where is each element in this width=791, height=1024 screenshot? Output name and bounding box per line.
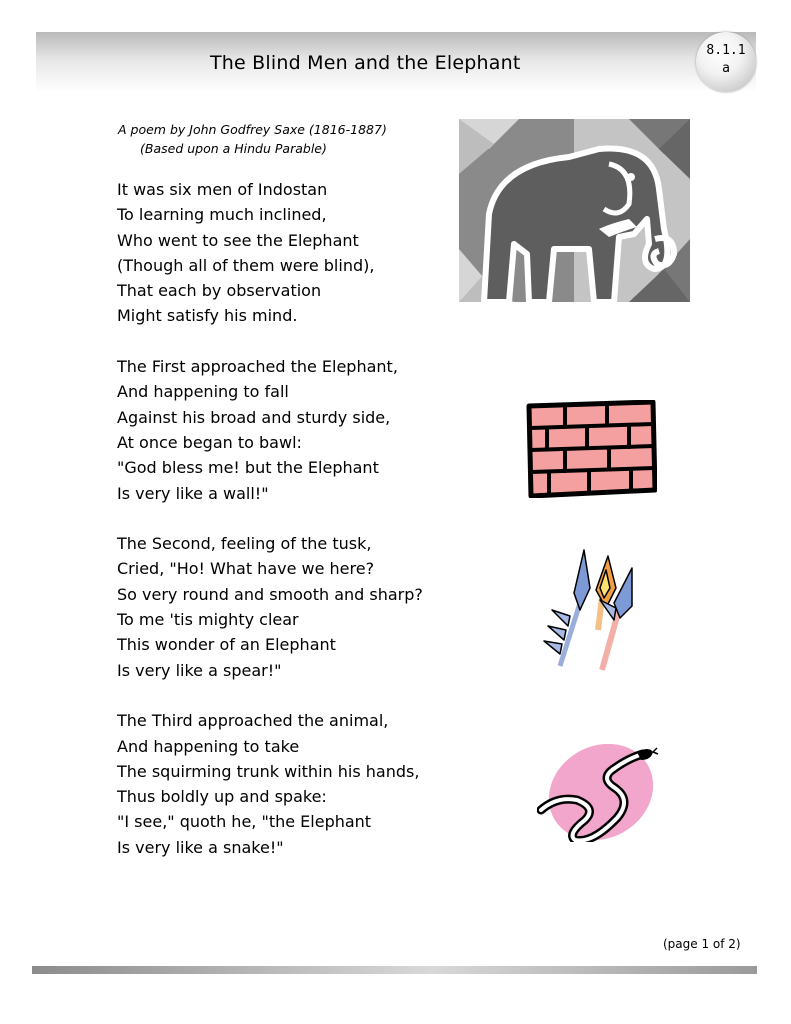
poem-line: Against his broad and sturdy side, <box>117 407 391 427</box>
poem-line: The First approached the Elephant, <box>117 357 398 377</box>
poem-line: To learning much inclined, <box>117 205 327 225</box>
stanza-2 <box>117 354 423 506</box>
poem-line: This wonder of an Elephant <box>117 635 336 655</box>
poem-attribution <box>118 120 387 158</box>
stanza-1 <box>117 177 423 329</box>
poem-line: To me 'tis mighty clear <box>117 610 299 630</box>
source-line: (Based upon a Hindu Parable) <box>140 141 327 156</box>
poem-line: Might satisfy his mind. <box>117 306 298 326</box>
page-indicator: (page 1 of 2) <box>663 937 741 951</box>
section-badge <box>696 32 756 92</box>
poem-line: Cried, "Ho! What have we here? <box>117 559 375 579</box>
poem-line: At once began to bawl: <box>117 432 302 452</box>
snake-icon <box>537 738 659 842</box>
poem-line: And happening to fall <box>117 382 289 402</box>
section-badge-number: 8.1.1 <box>706 43 746 58</box>
poem-line: "I see," quoth he, "the Elephant <box>117 812 372 832</box>
page-title: The Blind Men and the Elephant <box>210 52 521 74</box>
poem-line: That each by observation <box>117 281 322 301</box>
section-badge-letter: a <box>722 61 730 76</box>
poem-line: Thus boldly up and spake: <box>117 787 327 807</box>
poem-line: Is very like a snake!" <box>117 837 284 857</box>
poem-line: The squirming trunk within his hands, <box>117 761 420 781</box>
section-badge-text <box>696 42 756 78</box>
elephant-icon <box>459 119 690 302</box>
poem-line: Is very like a spear!" <box>117 660 282 680</box>
poem-line: (Though all of them were blind), <box>117 255 375 275</box>
poem-line: The Second, feeling of the tusk, <box>117 534 372 554</box>
poem-line: Is very like a wall!" <box>117 483 269 503</box>
poem-line: The Third approached the animal, <box>117 711 389 731</box>
stanza-3 <box>117 531 423 683</box>
poem-line: And happening to take <box>117 736 300 756</box>
footer-bar <box>32 966 757 974</box>
poem-line: So very round and smooth and sharp? <box>117 584 423 604</box>
poem-line: Who went to see the Elephant <box>117 230 359 250</box>
spears-icon <box>540 548 640 673</box>
stanza-4 <box>117 708 423 860</box>
author-line: A poem by John Godfrey Saxe (1816-1887) <box>118 122 387 137</box>
poem-body <box>117 177 423 885</box>
poem-line: It was six men of Indostan <box>117 180 328 199</box>
poem-line: "God bless me! but the Elephant <box>117 458 379 478</box>
brick-wall-icon <box>525 400 657 498</box>
